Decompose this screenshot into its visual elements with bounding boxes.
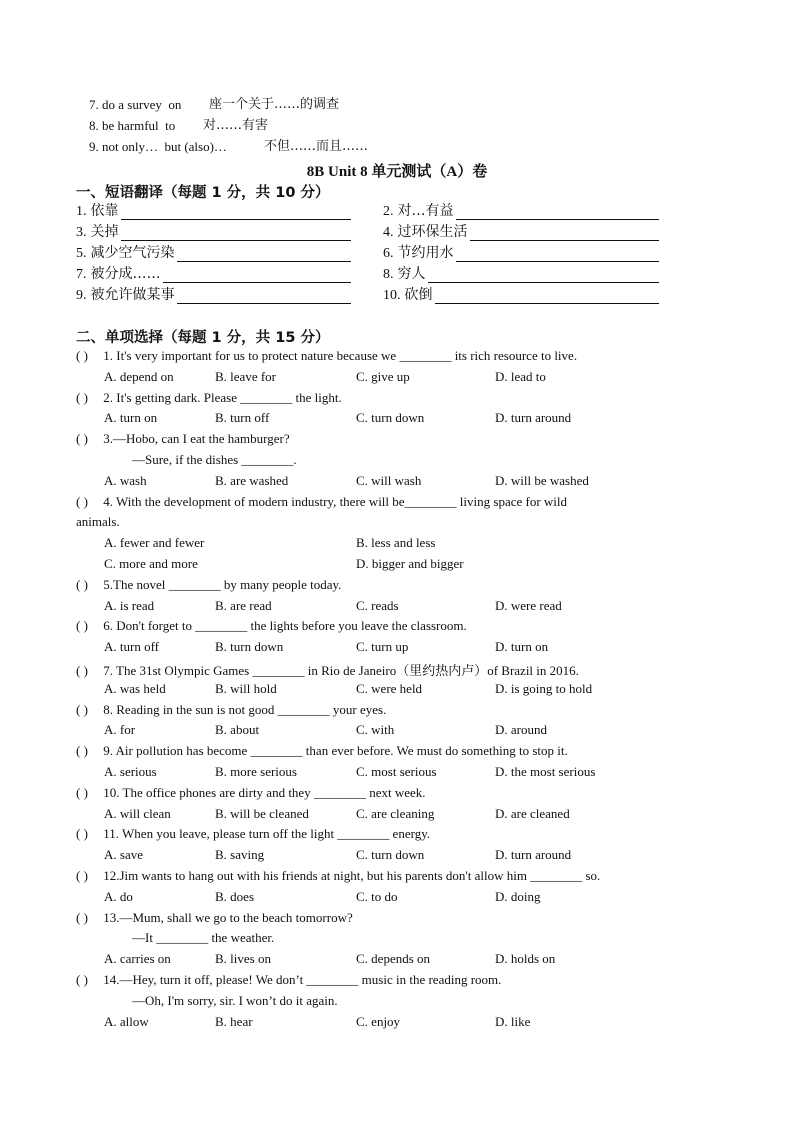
- question-text: 11. When you leave, please turn off the light ________ energy.: [100, 826, 431, 842]
- answer-paren[interactable]: ( ): [76, 663, 88, 678]
- question-text: 13.—Mum, shall we go to the beach tomorrow?: [100, 909, 353, 925]
- option-d[interactable]: D. turn around: [495, 410, 572, 426]
- question-stem: [76, 972, 716, 988]
- option-b[interactable]: B. are read: [215, 597, 272, 613]
- answer-paren[interactable]: ( ): [76, 784, 88, 800]
- option-b[interactable]: B. turn down: [215, 639, 284, 655]
- item-term: 依靠: [90, 203, 119, 219]
- item-term: 砍倒: [404, 287, 433, 303]
- translation-item: [383, 223, 659, 241]
- option-c[interactable]: C. enjoy: [356, 1013, 401, 1029]
- option-d[interactable]: D. is going to hold: [495, 680, 593, 696]
- section-heading-translation: 一、短语翻译（每题 1 分，共 10 分）: [76, 185, 330, 201]
- answer-blank[interactable]: [435, 289, 659, 304]
- item-number: 3.: [76, 225, 87, 240]
- option-d[interactable]: D. lead to: [495, 368, 546, 384]
- question-stem: [76, 910, 716, 926]
- answer-paren[interactable]: ( ): [76, 431, 88, 447]
- question-stem: [76, 702, 716, 718]
- answer-blank[interactable]: [428, 268, 659, 283]
- option-c[interactable]: C. to do: [356, 888, 398, 904]
- item-number: 1.: [76, 204, 87, 219]
- item-number: 9.: [76, 288, 87, 303]
- option-a[interactable]: A. save: [104, 847, 143, 863]
- option-d[interactable]: D. turn on: [495, 639, 549, 655]
- translation-item: [76, 223, 351, 241]
- item-term: 被分成……: [90, 266, 161, 282]
- option-d[interactable]: D. the most serious: [495, 764, 596, 779]
- answer-paren[interactable]: ( ): [76, 826, 88, 842]
- question-stem: [76, 431, 716, 447]
- option-c[interactable]: C. more and more: [104, 556, 198, 571]
- item-term: 被允许做某事: [90, 287, 175, 303]
- question-stem: [76, 390, 716, 406]
- question-text: 10. The office phones are dirty and they ________ next week.: [100, 784, 426, 800]
- option-a[interactable]: A. do: [104, 888, 133, 904]
- translation-item: [76, 286, 351, 304]
- translation-item: [383, 202, 659, 220]
- option-d[interactable]: D. doing: [495, 888, 541, 904]
- question-text: 5.The novel ________ by many people today.: [100, 576, 342, 592]
- option-c[interactable]: C. turn up: [356, 639, 409, 655]
- question-text: 9. Air pollution has become ________ than ever before. We must do something to stop it.: [100, 743, 568, 759]
- question-stem: [76, 785, 716, 801]
- phrase-en: 9. not only… but (also)…: [89, 139, 227, 154]
- option-a[interactable]: A. for: [104, 722, 136, 738]
- item-number: 5.: [76, 246, 87, 261]
- translation-item: [76, 202, 351, 220]
- question-stem: [76, 660, 716, 679]
- option-b[interactable]: B. leave for: [215, 368, 277, 384]
- answer-paren[interactable]: ( ): [76, 576, 88, 592]
- question-text: 6. Don't forget to ________ the lights before you leave the classroom.: [100, 618, 467, 634]
- answer-paren[interactable]: ( ): [76, 909, 88, 925]
- option-c[interactable]: C. depends on: [356, 951, 431, 967]
- phrase-en: 8. be harmful to: [89, 118, 176, 133]
- question-stem: [76, 743, 716, 759]
- item-term: 减少空气污染: [90, 245, 175, 261]
- item-number: 6.: [383, 246, 394, 261]
- item-term: 关掉: [90, 224, 119, 240]
- phrase-cn: 对……有害: [203, 118, 269, 133]
- answer-blank[interactable]: [470, 226, 659, 241]
- question-text: 2. It's getting dark. Please ________ the light.: [100, 389, 342, 405]
- answer-paren[interactable]: ( ): [76, 972, 88, 987]
- option-a[interactable]: A. will clean: [104, 805, 171, 821]
- item-number: 7.: [76, 267, 87, 282]
- option-b[interactable]: B. saving: [215, 847, 265, 863]
- answer-blank[interactable]: [177, 289, 351, 304]
- option-d[interactable]: D. holds on: [495, 951, 556, 967]
- question-text: 8. Reading in the sun is not good ________ your eyes.: [100, 701, 387, 717]
- option-a[interactable]: A. was held: [104, 680, 166, 696]
- question-stem: [76, 826, 716, 842]
- answer-paren[interactable]: ( ): [76, 743, 88, 759]
- option-d[interactable]: D. are cleaned: [495, 805, 570, 821]
- phrase-cn: 座一个关于……的调查: [209, 97, 340, 112]
- question-text: 1. It's very important for us to protect nature because we ________ its rich resource to live.: [100, 348, 578, 363]
- item-number: 10.: [383, 288, 401, 303]
- question-text: —Oh, I'm sorry, sir. I won’t do it again.: [132, 992, 338, 1008]
- question-text: 3.—Hobo, can I eat the hamburger?: [100, 431, 290, 447]
- answer-paren[interactable]: ( ): [76, 868, 88, 883]
- answer-blank[interactable]: [163, 268, 351, 283]
- item-term: 过环保生活: [397, 224, 468, 240]
- answer-blank[interactable]: [121, 205, 351, 220]
- answer-blank[interactable]: [177, 247, 351, 262]
- option-b[interactable]: B. hear: [215, 1013, 253, 1029]
- option-c[interactable]: C. were held: [356, 680, 423, 696]
- question-stem: [76, 577, 716, 593]
- option-c[interactable]: C. turn down: [356, 410, 425, 426]
- question-line: [132, 452, 772, 468]
- question-stem: [76, 868, 716, 884]
- item-term: 节约用水: [397, 245, 454, 261]
- option-d[interactable]: D. like: [495, 1013, 531, 1029]
- option-c[interactable]: C. will wash: [356, 472, 422, 488]
- item-term: 对…有益: [397, 203, 454, 219]
- answer-paren[interactable]: ( ): [76, 618, 88, 634]
- translation-item: [76, 265, 351, 283]
- option-c[interactable]: C. turn down: [356, 847, 425, 863]
- option-b[interactable]: B. are washed: [215, 472, 289, 488]
- question-text: 14.—Hey, turn it off, please! We don’t ________ music in the reading room.: [100, 972, 502, 987]
- item-term: 穷人: [397, 266, 426, 282]
- answer-paren[interactable]: ( ): [76, 348, 88, 363]
- option-a[interactable]: A. allow: [104, 1013, 149, 1029]
- question-text: —Sure, if the dishes ________.: [132, 452, 297, 467]
- option-a[interactable]: A. carries on: [104, 951, 171, 967]
- page-title: 8B Unit 8 单元测试（A）卷: [306, 164, 488, 180]
- question-text: animals.: [76, 514, 120, 530]
- question-text: 4. With the development of modern industry, there will be________ living space for wild: [100, 493, 568, 509]
- option-c[interactable]: C. most serious: [356, 764, 437, 779]
- answer-paren[interactable]: ( ): [76, 701, 88, 717]
- item-number: 4.: [383, 225, 394, 240]
- option-c[interactable]: C. are cleaning: [356, 805, 435, 821]
- question-line: [132, 993, 772, 1009]
- option-b[interactable]: B. more serious: [215, 764, 297, 779]
- translation-item: [383, 265, 659, 283]
- option-b[interactable]: B. does: [215, 888, 254, 904]
- option-b[interactable]: B. will be cleaned: [215, 805, 309, 821]
- answer-blank[interactable]: [456, 247, 659, 262]
- phrase-en: 7. do a survey on: [89, 97, 182, 112]
- translation-item: [76, 244, 351, 262]
- answer-paren[interactable]: ( ): [76, 493, 88, 509]
- option-b[interactable]: B. about: [215, 722, 260, 738]
- option-d[interactable]: D. bigger and bigger: [356, 556, 464, 571]
- option-b[interactable]: B. will hold: [215, 680, 277, 696]
- option-c[interactable]: C. with: [356, 722, 395, 738]
- item-number: 8.: [383, 267, 394, 282]
- phrase-cn: 不但……而且……: [264, 139, 369, 154]
- question-stem: [76, 494, 716, 510]
- answer-blank[interactable]: [121, 226, 351, 241]
- question-line: [132, 930, 772, 946]
- option-d[interactable]: D. were read: [495, 597, 562, 613]
- option-b[interactable]: B. less and less: [356, 535, 436, 551]
- question-line: [76, 514, 716, 530]
- answer-blank[interactable]: [456, 205, 659, 220]
- option-a[interactable]: A. fewer and fewer: [104, 535, 205, 551]
- question-text: 7. The 31st Olympic Games ________ in Rio de Janeiro（里约热内卢）of Brazil in 2016.: [100, 663, 579, 678]
- option-d[interactable]: D. around: [495, 722, 547, 738]
- option-a[interactable]: A. serious: [104, 764, 157, 779]
- question-text: 12.Jim wants to hang out with his friends at night, but his parents don't allow him ________ so.: [100, 868, 601, 883]
- option-a[interactable]: A. depend on: [104, 368, 174, 384]
- question-stem: [76, 348, 716, 364]
- option-d[interactable]: D. turn around: [495, 847, 572, 863]
- option-a[interactable]: A. is read: [104, 597, 155, 613]
- option-a[interactable]: A. turn on: [104, 410, 158, 426]
- option-d[interactable]: D. will be washed: [495, 472, 589, 488]
- item-number: 2.: [383, 204, 394, 219]
- question-stem: [76, 618, 716, 634]
- option-c[interactable]: C. reads: [356, 597, 399, 613]
- translation-item: [383, 286, 659, 304]
- answer-paren[interactable]: ( ): [76, 389, 88, 405]
- question-text: —It ________ the weather.: [132, 930, 275, 946]
- option-a[interactable]: A. wash: [104, 472, 147, 488]
- option-a[interactable]: A. turn off: [104, 639, 160, 655]
- option-c[interactable]: C. give up: [356, 368, 410, 384]
- option-b[interactable]: B. turn off: [215, 410, 270, 426]
- option-b[interactable]: B. lives on: [215, 951, 271, 967]
- section-heading-choice: 二、单项选择（每题 1 分，共 15 分）: [76, 330, 330, 346]
- translation-item: [383, 244, 659, 262]
